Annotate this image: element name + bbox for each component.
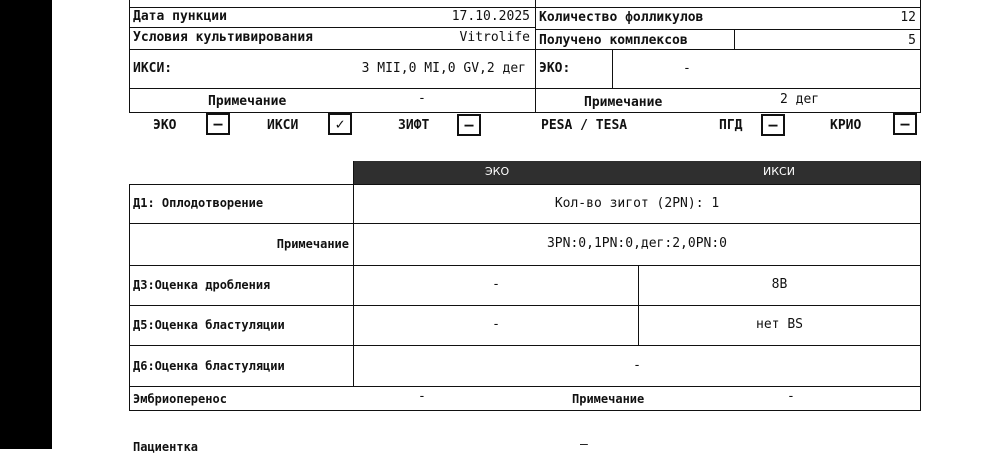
- procedure-checkbox-icsi[interactable]: ✓: [328, 113, 352, 135]
- note-left-label: Примечание: [208, 94, 287, 109]
- d5-eco-value: -: [492, 317, 500, 332]
- puncture-date-value: 17.10.2025: [451, 9, 530, 24]
- transfer-label: Эмбриоперенос: [133, 392, 227, 406]
- patient-label: Пациентка: [133, 440, 199, 454]
- d3-label: Д3:Оценка дробления: [133, 278, 271, 292]
- procedure-label-krio: КРИО: [830, 118, 862, 133]
- d6-label: Д6:Оценка бластуляции: [133, 359, 285, 373]
- procedure-label-pesa-tesa: PESA / TESA: [541, 118, 628, 133]
- procedure-checkbox-krio[interactable]: –: [893, 113, 917, 135]
- d5-icsi-value: нет BS: [756, 317, 803, 332]
- d3-icsi-value: 8B: [771, 277, 788, 292]
- procedure-checkbox-zift[interactable]: –: [457, 114, 481, 136]
- procedure-label-pgd: ПГД: [719, 118, 743, 133]
- procedure-label-icsi: ИКСИ: [267, 118, 299, 133]
- puncture-date-label: Дата пункции: [133, 9, 227, 24]
- follicles-label: Количество фолликулов: [539, 10, 704, 25]
- icsi-value: 3 MII,0 MI,0 GV,2 дег: [361, 61, 526, 76]
- d1-note-value: 3PN:0,1PN:0,дег:2,0PN:0: [546, 236, 727, 251]
- note-left-value: -: [418, 91, 426, 106]
- left-scan-border: [0, 0, 52, 449]
- follicles-value: 12: [900, 10, 916, 25]
- procedure-checkbox-eco[interactable]: –: [206, 113, 230, 135]
- icsi-label: ИКСИ:: [133, 61, 173, 76]
- d6-value: -: [633, 358, 641, 373]
- procedure-label-zift: ЗИФТ: [398, 118, 430, 133]
- d3-eco-value: -: [492, 277, 500, 292]
- eco-label: ЭКО:: [539, 61, 571, 76]
- note-right-label: Примечание: [584, 95, 663, 110]
- d1-value: Кол-во зигот (2PN): 1: [554, 196, 720, 211]
- transfer-value: -: [418, 389, 426, 404]
- column-header-icsi: ИКСИ: [763, 165, 795, 178]
- table-header: [353, 161, 920, 184]
- procedure-label-eco: ЭКО: [153, 118, 177, 133]
- culture-label: Условия культивирования: [133, 30, 314, 45]
- d1-note-label: Примечание: [276, 237, 349, 251]
- transfer-note-label: Примечание: [572, 392, 645, 406]
- d1-label: Д1: Оплодотворение: [133, 196, 264, 210]
- note-right-value: 2 дег: [780, 92, 820, 107]
- complexes-label: Получено комплексов: [539, 33, 688, 48]
- complexes-value: 5: [908, 33, 916, 48]
- transfer-note-value: -: [787, 389, 795, 404]
- procedure-checkbox-pgd[interactable]: –: [761, 114, 785, 136]
- column-header-eco: ЭКО: [485, 165, 510, 178]
- eco-value: -: [683, 61, 691, 76]
- culture-value: Vitrolife: [459, 30, 530, 45]
- d5-label: Д5:Оценка бластуляции: [133, 318, 285, 332]
- patient-value: –: [580, 437, 588, 452]
